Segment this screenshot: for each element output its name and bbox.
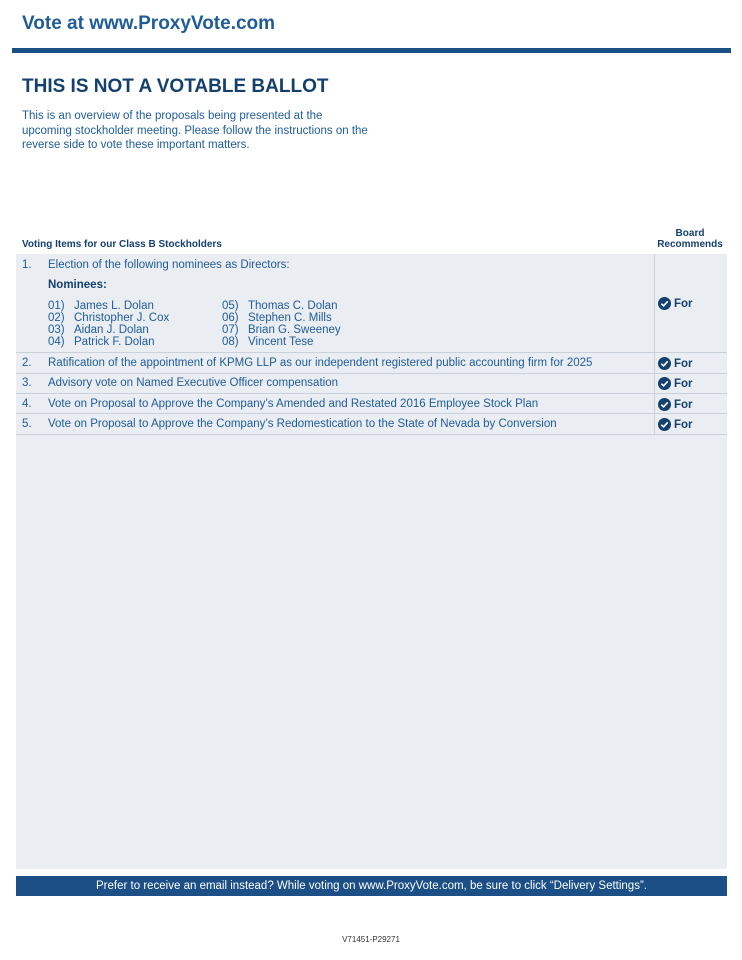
nominee-name: Vincent Tese — [248, 336, 314, 348]
delivery-settings-banner: Prefer to receive an email instead? While voting on www.ProxyVote.com, be sure to click “Delivery Settings”. — [16, 876, 727, 896]
nominee-name: Brian G. Sweeney — [248, 324, 341, 336]
item-number: 2. — [22, 357, 32, 369]
recommendation-3 — [658, 377, 693, 390]
document-code: V71451-P29271 — [342, 935, 400, 944]
nominee-name: Aidan J. Dolan — [74, 324, 149, 336]
nominee-code: 07) — [222, 324, 239, 336]
board-rec-line2: Recommends — [657, 239, 723, 250]
recommendation-label: For — [674, 398, 693, 411]
header-title: Vote at www.ProxyVote.com — [22, 13, 276, 34]
intro-text: This is an overview of the proposals being presented at the upcoming stockholder meeting. Please follow the instructions on the reverse side to vote these important matters. — [22, 110, 368, 151]
nominee-04 — [48, 336, 155, 348]
nominee-name: James L. Dolan — [74, 300, 154, 312]
item-text: Ratification of the appointment of KPMG LLP as our independent registered public accounting firm for 2025 — [48, 357, 593, 369]
item-number: 4. — [22, 398, 32, 410]
checkmark-icon — [658, 297, 671, 310]
item-text: Advisory vote on Named Executive Officer compensation — [48, 377, 338, 389]
item-text: Election of the following nominees as Directors: — [48, 259, 290, 271]
row-divider — [16, 352, 727, 353]
recommendation-5 — [658, 418, 693, 431]
recommendation-2 — [658, 357, 693, 370]
board-recommends-header — [652, 228, 728, 250]
nominee-code: 05) — [222, 300, 239, 312]
item-number: 1. — [22, 259, 32, 271]
recommendation-label: For — [674, 418, 693, 431]
item-text: Vote on Proposal to Approve the Company’s Amended and Restated 2016 Employee Stock Plan — [48, 398, 539, 410]
recommendation-label: For — [674, 297, 693, 310]
nominee-code: 02) — [48, 312, 65, 324]
board-rec-line1: Board — [675, 228, 705, 239]
item-number: 3. — [22, 377, 32, 389]
nominee-code: 06) — [222, 312, 239, 324]
header-rule — [12, 48, 731, 53]
nominee-code: 01) — [48, 300, 65, 312]
recommendation-1 — [658, 297, 693, 310]
nominee-code: 04) — [48, 336, 65, 348]
section-label: Voting Items for our Class B Stockholders — [22, 239, 222, 250]
nominee-07 — [222, 324, 341, 336]
recommendation-label: For — [674, 377, 693, 390]
item-number: 5. — [22, 418, 32, 430]
nominee-name: Christopher J. Cox — [74, 312, 170, 324]
nominee-05 — [222, 300, 337, 312]
checkmark-icon — [658, 377, 671, 390]
nominee-03 — [48, 324, 149, 336]
nominee-name: Patrick F. Dolan — [74, 336, 155, 348]
row-divider — [16, 393, 727, 394]
recommendation-4 — [658, 398, 693, 411]
checkmark-icon — [658, 418, 671, 431]
item-text: Vote on Proposal to Approve the Company’s Redomestication to the State of Nevada by Conversion — [48, 418, 557, 430]
checkmark-icon — [658, 357, 671, 370]
nominees-heading: Nominees: — [48, 279, 107, 291]
recommendation-label: For — [674, 357, 693, 370]
row-divider — [16, 434, 727, 435]
nominee-code: 03) — [48, 324, 65, 336]
nominee-08 — [222, 336, 313, 348]
ballot-title: THIS IS NOT A VOTABLE BALLOT — [22, 76, 329, 97]
row-divider — [16, 413, 727, 414]
column-divider — [654, 254, 655, 434]
checkmark-icon — [658, 398, 671, 411]
nominee-code: 08) — [222, 336, 239, 348]
nominee-name: Thomas C. Dolan — [248, 300, 338, 312]
row-divider — [16, 373, 727, 374]
nominee-02 — [48, 312, 169, 324]
nominee-06 — [222, 312, 332, 324]
nominee-01 — [48, 300, 154, 312]
nominee-name: Stephen C. Mills — [248, 312, 332, 324]
